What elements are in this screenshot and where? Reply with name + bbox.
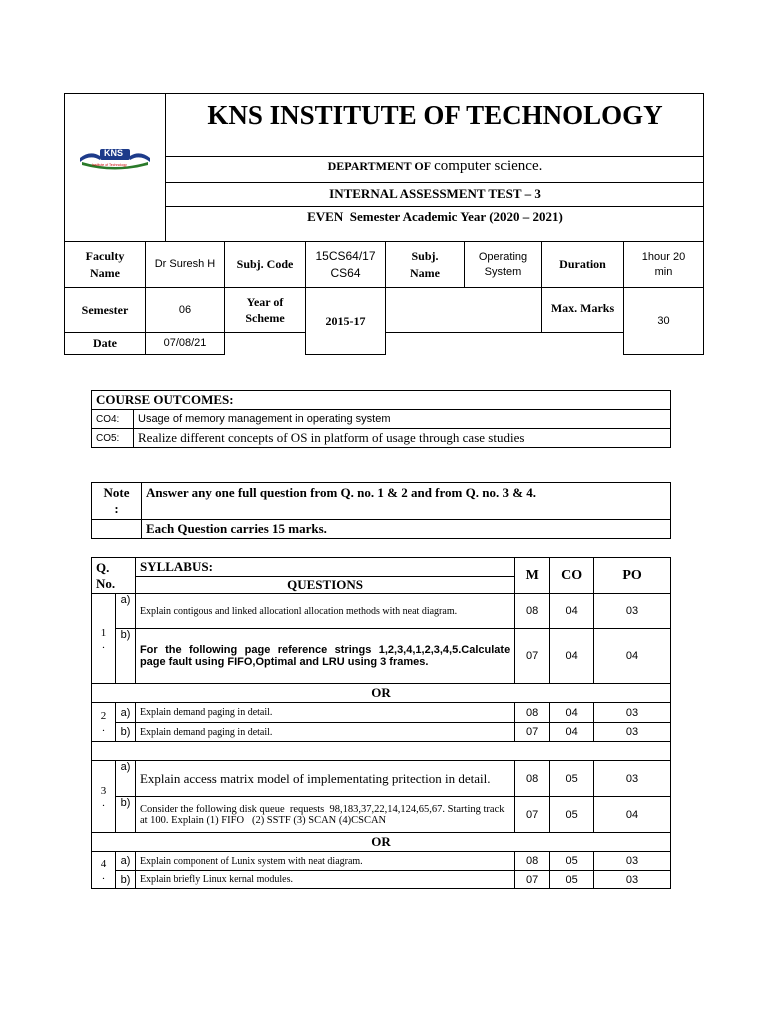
- date-value: 07/08/21: [145, 332, 225, 355]
- q3a-po: 03: [594, 761, 671, 797]
- m-header: M: [515, 558, 550, 594]
- subj-code-label: Subj. Code: [224, 241, 306, 288]
- department-name: computer science.: [434, 158, 543, 174]
- q1a-label: a): [115, 594, 135, 629]
- q2a-marks: 08: [515, 703, 550, 723]
- q3b-label: b): [115, 797, 135, 833]
- header-line-2: [165, 182, 704, 183]
- q4a-co: 05: [550, 852, 594, 871]
- semester-value: 06: [145, 287, 225, 333]
- q2b-text: Explain demand paging in detail.: [135, 723, 514, 742]
- q1a-text: Explain contigous and linked allocationl allocation methods with neat diagram.: [135, 594, 514, 629]
- q1a-marks: 08: [515, 594, 550, 629]
- q1a-po: 03: [594, 594, 671, 629]
- or-divider-1: OR: [92, 684, 671, 703]
- course-outcomes-table: [91, 390, 671, 448]
- test-title: INTERNAL ASSESSMENT TEST – 3: [329, 186, 541, 201]
- q2b-po: 03: [594, 723, 671, 742]
- q3b-text: Consider the following disk queue requests 98,183,37,22,14,124,65,67. Starting track at 100. Explain (1) FIFO (2) SSTF (3) SCAN (4)CSCAN: [135, 797, 514, 833]
- department-prefix: DEPARTMENT OF: [327, 159, 432, 173]
- institute-name: KNS INSTITUTE OF TECHNOLOGY: [207, 100, 663, 130]
- semester-line: EVEN Semester Academic Year (2020 – 2021): [307, 209, 563, 224]
- note-table: [91, 482, 671, 539]
- q1-number: 1 .: [92, 594, 116, 684]
- q1b-label: b): [115, 629, 135, 684]
- semester-label: Semester: [64, 287, 146, 333]
- q2a-text: Explain demand paging in detail.: [135, 703, 514, 723]
- q1b-marks: 07: [515, 629, 550, 684]
- q2b-label: b): [115, 723, 135, 742]
- q3-number: 3 .: [92, 761, 116, 833]
- blank-cell: [385, 287, 542, 333]
- duration-label: Duration: [541, 241, 624, 288]
- co4-code: CO4:: [92, 410, 134, 429]
- q2a-co: 04: [550, 703, 594, 723]
- q3b-co: 05: [550, 797, 594, 833]
- note-line-1: Answer any one full question from Q. no. 1 & 2 and from Q. no. 3 & 4.: [142, 483, 671, 520]
- logo-subtext: Institute of Technology: [92, 163, 127, 167]
- subj-name-value: Operating System: [464, 241, 542, 288]
- q2b-co: 04: [550, 723, 594, 742]
- q2-number: 2 .: [92, 703, 116, 742]
- blank-separator-row: [92, 742, 671, 761]
- q4b-marks: 07: [515, 871, 550, 889]
- q4-number: 4 .: [92, 852, 116, 889]
- questions-table: [91, 557, 671, 889]
- max-marks-label: Max. Marks: [541, 287, 624, 333]
- q4b-text: Explain briefly Linux kernal modules.: [135, 871, 514, 889]
- co5-text: Realize different concepts of OS in platform of usage through case studies: [134, 429, 671, 448]
- q2b-marks: 07: [515, 723, 550, 742]
- logo-text: KNS: [104, 148, 124, 158]
- duration-value: 1hour 20 min: [623, 241, 704, 288]
- header-line-3: [165, 206, 704, 207]
- q3a-co: 05: [550, 761, 594, 797]
- q4a-label: a): [115, 852, 135, 871]
- scheme-value: 2015-17: [305, 287, 386, 355]
- q4b-label: b): [115, 871, 135, 889]
- q1b-text: For the following page reference strings 1,2,3,4,1,2,3,4,5.Calculate page fault using FIFO,Optimal and LRU using 3 frames.: [135, 629, 514, 684]
- q3a-label: a): [115, 761, 135, 797]
- q1b-co: 04: [550, 629, 594, 684]
- note-line-2: Each Question carries 15 marks.: [142, 520, 671, 539]
- q2a-po: 03: [594, 703, 671, 723]
- q4a-text: Explain component of Lunix system with neat diagram.: [135, 852, 514, 871]
- po-header: PO: [594, 558, 671, 594]
- max-marks-value: 30: [623, 287, 704, 355]
- q1b-po: 04: [594, 629, 671, 684]
- faculty-value: Dr Suresh H: [145, 241, 225, 288]
- questions-header: QUESTIONS: [135, 577, 514, 594]
- faculty-label: Faculty Name: [64, 241, 146, 288]
- co-header: CO: [550, 558, 594, 594]
- syllabus-header: SYLLABUS:: [135, 558, 514, 577]
- note-spacer: [92, 520, 142, 539]
- scheme-label: Year of Scheme: [224, 287, 306, 333]
- course-outcomes-title: COURSE OUTCOMES:: [92, 391, 671, 410]
- co5-code: CO5:: [92, 429, 134, 448]
- q3a-text: Explain access matrix model of implementating pritection in detail.: [135, 761, 514, 797]
- q4b-po: 03: [594, 871, 671, 889]
- q3b-marks: 07: [515, 797, 550, 833]
- q4a-marks: 08: [515, 852, 550, 871]
- department-line: [166, 158, 704, 175]
- subj-name-label: Subj. Name: [385, 241, 465, 288]
- qno-header: Q. No.: [92, 558, 136, 594]
- date-label: Date: [64, 332, 146, 355]
- note-label: Note :: [92, 483, 142, 520]
- subj-code-value: 15CS64/17 CS64: [305, 241, 386, 288]
- q3a-marks: 08: [515, 761, 550, 797]
- or-divider-2: OR: [92, 833, 671, 852]
- q3b-po: 04: [594, 797, 671, 833]
- header-line-1: [165, 156, 704, 157]
- q1a-co: 04: [550, 594, 594, 629]
- co4-text: Usage of memory management in operating system: [134, 410, 671, 429]
- institute-logo: [78, 146, 152, 172]
- q2a-label: a): [115, 703, 135, 723]
- q4b-co: 05: [550, 871, 594, 889]
- q4a-po: 03: [594, 852, 671, 871]
